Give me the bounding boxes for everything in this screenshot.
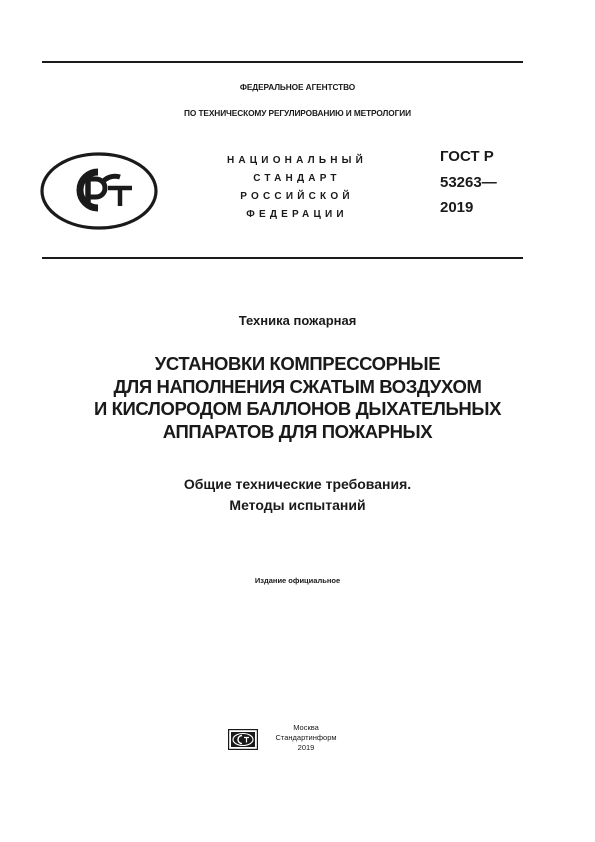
document-subtitle <box>0 474 595 516</box>
edition-note: Издание официальное <box>254 576 341 585</box>
rst-emblem-icon <box>38 150 160 232</box>
middle-divider <box>42 257 523 259</box>
title-line2: ДЛЯ НАПОЛНЕНИЯ СЖАТЫМ ВОЗДУХОМ <box>113 375 482 397</box>
standard-designation-line3: 2019 <box>440 199 474 216</box>
subtitle-line1: Общие технические требования. <box>183 476 412 492</box>
agency-name-line1: ФЕДЕРАЛЬНОЕ АГЕНТСТВО <box>239 82 356 92</box>
publisher-year: 2019 <box>297 743 315 752</box>
standard-type-line2: СТАНДАРТ <box>253 173 341 184</box>
standard-designation-line1: ГОСТ Р <box>440 148 494 165</box>
agency-name-line2: ПО ТЕХНИЧЕСКОМУ РЕГУЛИРОВАНИЮ И МЕТРОЛОГИИ <box>184 108 411 118</box>
title-line4: АППАРАТОВ ДЛЯ ПОЖАРНЫХ <box>162 420 433 442</box>
document-title <box>0 353 595 443</box>
title-line1: УСТАНОВКИ КОМПРЕССОРНЫЕ <box>154 353 441 374</box>
top-divider <box>42 61 523 63</box>
standard-type-line1: НАЦИОНАЛЬНЫЙ <box>226 155 368 166</box>
title-line3: И КИСЛОРОДОМ БАЛЛОНОВ ДЫХАТЕЛЬНЫХ <box>93 398 502 419</box>
standard-type-line4: ФЕДЕРАЦИИ <box>246 209 348 220</box>
subject-heading: Техника пожарная <box>238 313 357 328</box>
subtitle-line2: Методы испытаний <box>229 497 366 513</box>
publisher-city: Москва <box>293 723 319 732</box>
publisher-name: Стандартинформ <box>275 733 337 742</box>
standard-designation-line2: 53263— <box>440 174 497 191</box>
standard-type-line3: РОССИЙСКОЙ <box>240 191 354 202</box>
standartinform-logo-icon <box>228 729 258 750</box>
